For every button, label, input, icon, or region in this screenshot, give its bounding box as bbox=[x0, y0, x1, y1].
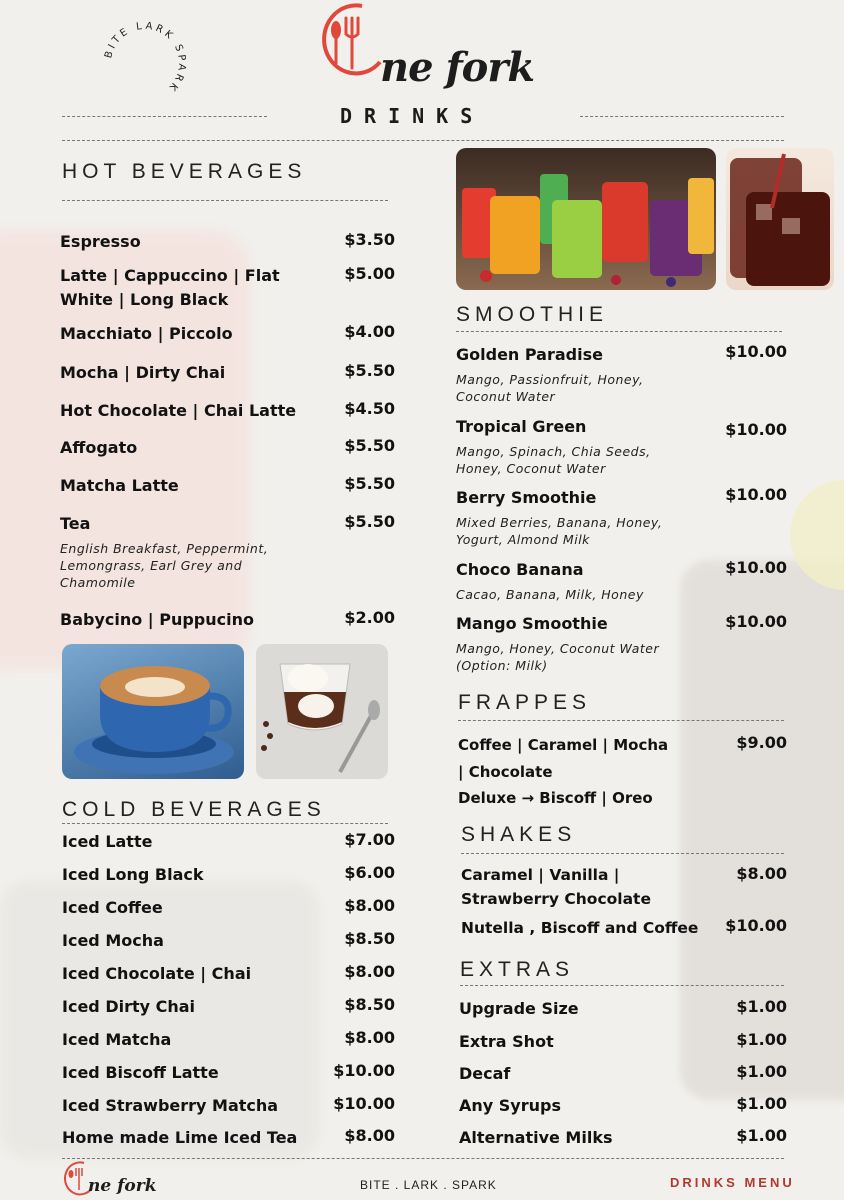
menu-item-price: $1.00 bbox=[736, 1126, 787, 1145]
logo-text: ne fork bbox=[380, 44, 535, 91]
affogato-glass-icon bbox=[256, 644, 388, 779]
menu-item-price: $3.50 bbox=[344, 230, 395, 249]
menu-item-price: $7.00 bbox=[344, 830, 395, 849]
menu-item-name: Any Syrups bbox=[459, 1096, 561, 1115]
svg-text:BITE LARK SPARK bbox=[103, 21, 187, 95]
menu-item-name: Latte | Cappuccino | Flat White | Long Black bbox=[60, 266, 280, 309]
menu-item-name: Affogato bbox=[60, 438, 138, 457]
menu-item-name: Iced Dirty Chai bbox=[62, 997, 196, 1016]
menu-item-description: Mango, Spinach, Chia Seeds, Honey, Coconut Water bbox=[456, 444, 651, 476]
divider bbox=[456, 331, 782, 332]
menu-item-price: $10.00 bbox=[725, 420, 787, 439]
background-glass-shape bbox=[680, 560, 844, 1100]
menu-item-price: $10.00 bbox=[725, 916, 787, 935]
divider bbox=[458, 720, 784, 721]
section-title-cold: COLD BEVERAGES bbox=[62, 798, 326, 821]
menu-item-price: $5.50 bbox=[344, 474, 395, 493]
divider bbox=[62, 1158, 784, 1159]
divider bbox=[580, 116, 784, 117]
menu-item-price: $5.50 bbox=[344, 512, 395, 531]
menu-item-description: Mango, Honey, Coconut Water (Option: Milk) bbox=[456, 641, 660, 673]
menu-item-price: $8.50 bbox=[344, 995, 395, 1014]
menu-item-price: $10.00 bbox=[333, 1094, 395, 1113]
menu-item-description: Mango, Passionfruit, Honey, Coconut Water bbox=[456, 372, 644, 404]
menu-item-name: Iced Coffee bbox=[62, 898, 163, 917]
divider bbox=[62, 116, 267, 117]
menu-item-name: Macchiato | Piccolo bbox=[60, 324, 233, 343]
divider bbox=[460, 985, 784, 986]
menu-item-name: Coffee | Caramel | Mocha | Chocolate bbox=[458, 736, 669, 781]
menu-item-description: Mixed Berries, Banana, Honey, Yogurt, Almond Milk bbox=[456, 515, 663, 547]
menu-item-description: English Breakfast, Peppermint, Lemongrass, Earl Grey and Chamomile bbox=[60, 541, 269, 590]
menu-item-price: $10.00 bbox=[725, 612, 787, 631]
coffee-cup-icon bbox=[62, 644, 244, 779]
menu-item-price: $8.00 bbox=[344, 1028, 395, 1047]
menu-item-price: $2.00 bbox=[344, 608, 395, 627]
divider bbox=[62, 140, 784, 141]
menu-item-name: Iced Matcha bbox=[62, 1030, 172, 1049]
menu-item-price: $1.00 bbox=[736, 1062, 787, 1081]
circular-badge bbox=[100, 18, 190, 108]
divider bbox=[461, 853, 784, 854]
menu-item-price: $4.00 bbox=[344, 322, 395, 341]
menu-item-price: $5.00 bbox=[344, 264, 395, 283]
section-title-smoothie: SMOOTHIE bbox=[456, 303, 609, 326]
section-title-hot: HOT BEVERAGES bbox=[62, 160, 307, 183]
menu-item-name: Extra Shot bbox=[459, 1032, 554, 1051]
menu-item-price: $10.00 bbox=[725, 558, 787, 577]
background-cup-shape bbox=[0, 880, 320, 1160]
menu-item-price: $1.00 bbox=[736, 1094, 787, 1113]
menu-item-name: Upgrade Size bbox=[459, 999, 579, 1018]
menu-item-description: Cacao, Banana, Milk, Honey bbox=[456, 587, 644, 602]
menu-item-name: Mocha | Dirty Chai bbox=[60, 363, 226, 382]
menu-item-price: $1.00 bbox=[736, 997, 787, 1016]
menu-item-name: Iced Mocha bbox=[62, 931, 164, 950]
latte-photo bbox=[62, 644, 244, 779]
menu-item-name: Matcha Latte bbox=[60, 476, 179, 495]
badge-text: BITE LARK SPARK bbox=[103, 20, 188, 95]
menu-item-name: Tropical Green bbox=[456, 417, 587, 436]
menu-item-price: $8.00 bbox=[344, 962, 395, 981]
menu-item-name: Babycino | Puppucino bbox=[60, 610, 254, 629]
smoothies-photo bbox=[456, 148, 716, 290]
menu-item-name: Iced Biscoff Latte bbox=[62, 1063, 219, 1082]
menu-item-name: Home made Lime Iced Tea bbox=[62, 1128, 298, 1147]
menu-item-name: Choco Banana bbox=[456, 560, 584, 579]
menu-item-price: $10.00 bbox=[725, 342, 787, 361]
menu-item-price: $10.00 bbox=[333, 1061, 395, 1080]
menu-item-price: $8.00 bbox=[344, 1126, 395, 1145]
menu-item-name: Deluxe → Biscoff | Oreo bbox=[458, 789, 653, 807]
menu-item-name: Mango Smoothie bbox=[456, 614, 608, 633]
section-title-frappes: FRAPPES bbox=[458, 691, 592, 714]
menu-item-price: $10.00 bbox=[725, 485, 787, 504]
section-title-shakes: SHAKES bbox=[461, 823, 577, 846]
menu-item-price: $5.50 bbox=[344, 361, 395, 380]
menu-item-price: $1.00 bbox=[736, 1030, 787, 1049]
iced-tea-glass-icon bbox=[726, 148, 834, 290]
section-title-extras: EXTRAS bbox=[460, 958, 575, 981]
menu-item-price: $8.50 bbox=[344, 929, 395, 948]
menu-item-name: Iced Strawberry Matcha bbox=[62, 1096, 279, 1115]
menu-item-price: $9.00 bbox=[736, 733, 787, 752]
menu-item-name: Alternative Milks bbox=[459, 1128, 613, 1147]
menu-item-name: Espresso bbox=[60, 232, 141, 251]
iced-tea-photo bbox=[726, 148, 834, 290]
menu-item-price: $5.50 bbox=[344, 436, 395, 455]
footer-logo-text: ne fork bbox=[88, 1176, 157, 1196]
menu-item-name: Iced Latte bbox=[62, 832, 153, 851]
menu-item-name: Iced Long Black bbox=[62, 865, 204, 884]
menu-item-name: Caramel | Vanilla | Strawberry Chocolate bbox=[461, 866, 651, 908]
menu-item-price: $8.00 bbox=[344, 896, 395, 915]
divider bbox=[62, 200, 388, 201]
smoothie-glasses-icon bbox=[456, 148, 716, 290]
divider bbox=[62, 823, 388, 824]
menu-item-name: Hot Chocolate | Chai Latte bbox=[60, 401, 297, 420]
menu-item-name: Iced Chocolate | Chai bbox=[62, 964, 252, 983]
footer-tagline: BITE . LARK . SPARK bbox=[360, 1178, 497, 1192]
menu-item-price: $4.50 bbox=[344, 399, 395, 418]
menu-item-name: Decaf bbox=[459, 1064, 511, 1083]
menu-item-name: Golden Paradise bbox=[456, 345, 603, 364]
menu-item-price: $8.00 bbox=[736, 864, 787, 883]
menu-item-name: Nutella , Biscoff and Coffee bbox=[461, 919, 699, 937]
page-title: DRINKS bbox=[340, 104, 485, 128]
footer-menu-label: DRINKS MENU bbox=[670, 1175, 795, 1190]
menu-item-name: Tea bbox=[60, 514, 91, 533]
menu-item-name: Berry Smoothie bbox=[456, 488, 597, 507]
menu-item-price: $6.00 bbox=[344, 863, 395, 882]
affogato-photo bbox=[256, 644, 388, 779]
